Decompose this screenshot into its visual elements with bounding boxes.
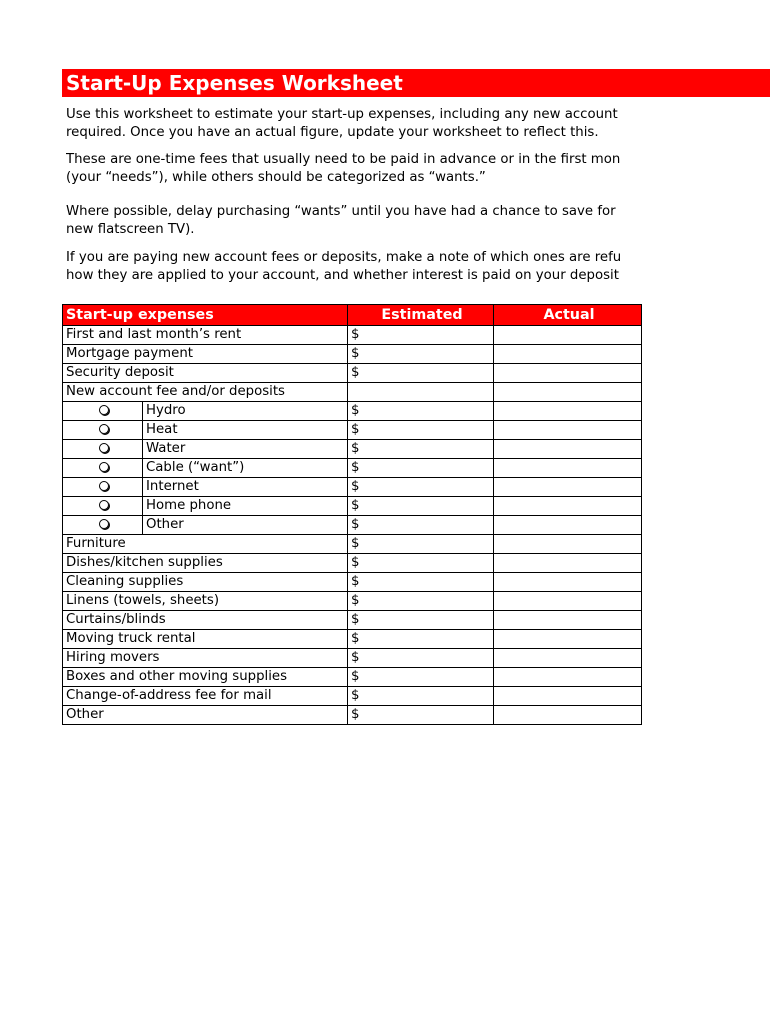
estimated-cell[interactable]: $ [348, 478, 494, 497]
table-row [63, 706, 642, 725]
row-label: Other [143, 516, 348, 535]
header-actual: Actual [494, 305, 642, 326]
table-row [63, 478, 642, 497]
row-label: Furniture [63, 535, 348, 554]
table-row [63, 440, 642, 459]
actual-cell[interactable] [494, 402, 642, 421]
actual-cell[interactable] [494, 630, 642, 649]
row-label: Change-of-address fee for mail [63, 687, 348, 706]
row-label: Moving truck rental [63, 630, 348, 649]
actual-cell[interactable] [494, 554, 642, 573]
actual-cell[interactable] [494, 687, 642, 706]
estimated-cell[interactable]: $ [348, 630, 494, 649]
estimated-cell[interactable]: $ [348, 668, 494, 687]
actual-cell[interactable] [494, 478, 642, 497]
row-label: Hiring movers [63, 649, 348, 668]
paragraph-line: If you are paying new account fees or deposits, make a note of which ones are refu [66, 250, 622, 265]
circle-bullet-icon [99, 443, 109, 453]
table-row [63, 554, 642, 573]
estimated-cell[interactable] [348, 383, 494, 402]
bullet-cell [63, 421, 143, 440]
row-label: Curtains/blinds [63, 611, 348, 630]
actual-cell[interactable] [494, 326, 642, 345]
paragraph-line: Where possible, delay purchasing “wants” until you have had a chance to save for [66, 204, 616, 219]
row-label: New account fee and/or deposits [63, 383, 348, 402]
wants-paragraph [66, 203, 641, 238]
circle-bullet-icon [99, 424, 109, 434]
estimated-cell[interactable]: $ [348, 706, 494, 725]
estimated-cell[interactable]: $ [348, 592, 494, 611]
table-row [63, 497, 642, 516]
table-row [63, 459, 642, 478]
header-start-up-expenses: Start-up expenses [63, 305, 348, 326]
table-row [63, 649, 642, 668]
actual-cell[interactable] [494, 440, 642, 459]
bullet-cell [63, 440, 143, 459]
paragraph-line: how they are applied to your account, and whether interest is paid on your deposit [66, 267, 619, 283]
paragraph-line: Use this worksheet to estimate your start-up expenses, including any new account [66, 107, 618, 122]
row-label: Home phone [143, 497, 348, 516]
actual-cell[interactable] [494, 592, 642, 611]
actual-cell[interactable] [494, 383, 642, 402]
row-label: Hydro [143, 402, 348, 421]
row-label: Cable (“want”) [143, 459, 348, 478]
estimated-cell[interactable]: $ [348, 649, 494, 668]
row-label: Cleaning supplies [63, 573, 348, 592]
circle-bullet-icon [99, 519, 109, 529]
row-label: Heat [143, 421, 348, 440]
paragraph-line: required. Once you have an actual figure, update your worksheet to reflect this. [66, 124, 599, 140]
table-row [63, 573, 642, 592]
bullet-cell [63, 459, 143, 478]
bullet-cell [63, 402, 143, 421]
bullet-cell [63, 516, 143, 535]
estimated-cell[interactable]: $ [348, 326, 494, 345]
table-row [63, 668, 642, 687]
paragraph-line: new flatscreen TV). [66, 221, 195, 237]
table-row [63, 345, 642, 364]
actual-cell[interactable] [494, 516, 642, 535]
table-row [63, 383, 642, 402]
actual-cell[interactable] [494, 611, 642, 630]
table-row [63, 535, 642, 554]
paragraph-line: (your “needs”), while others should be categorized as “wants.” [66, 169, 486, 185]
row-label: Boxes and other moving supplies [63, 668, 348, 687]
table-row [63, 687, 642, 706]
estimated-cell[interactable]: $ [348, 535, 494, 554]
actual-cell[interactable] [494, 459, 642, 478]
circle-bullet-icon [99, 462, 109, 472]
row-label: First and last month’s rent [63, 326, 348, 345]
deposits-paragraph [66, 249, 641, 284]
row-label: Internet [143, 478, 348, 497]
table-row [63, 630, 642, 649]
table-header-row [63, 305, 642, 326]
row-label: Other [63, 706, 348, 725]
fees-paragraph [66, 151, 641, 186]
estimated-cell[interactable]: $ [348, 611, 494, 630]
row-label: Security deposit [63, 364, 348, 383]
estimated-cell[interactable]: $ [348, 402, 494, 421]
estimated-cell[interactable]: $ [348, 345, 494, 364]
actual-cell[interactable] [494, 706, 642, 725]
table-row [63, 611, 642, 630]
row-label: Dishes/kitchen supplies [63, 554, 348, 573]
estimated-cell[interactable]: $ [348, 497, 494, 516]
table-body [63, 326, 642, 725]
estimated-cell[interactable]: $ [348, 459, 494, 478]
table-row [63, 592, 642, 611]
header-estimated: Estimated [348, 305, 494, 326]
estimated-cell[interactable]: $ [348, 440, 494, 459]
table-row [63, 421, 642, 440]
estimated-cell[interactable]: $ [348, 516, 494, 535]
row-label: Linens (towels, sheets) [63, 592, 348, 611]
actual-cell[interactable] [494, 497, 642, 516]
table-row [63, 326, 642, 345]
estimated-cell[interactable]: $ [348, 364, 494, 383]
estimated-cell[interactable]: $ [348, 421, 494, 440]
actual-cell[interactable] [494, 649, 642, 668]
row-label: Mortgage payment [63, 345, 348, 364]
actual-cell[interactable] [494, 364, 642, 383]
circle-bullet-icon [99, 405, 109, 415]
circle-bullet-icon [99, 481, 109, 491]
actual-cell[interactable] [494, 535, 642, 554]
table-row [63, 516, 642, 535]
estimated-cell[interactable]: $ [348, 554, 494, 573]
circle-bullet-icon [99, 500, 109, 510]
actual-cell[interactable] [494, 668, 642, 687]
actual-cell[interactable] [494, 421, 642, 440]
bullet-cell [63, 497, 143, 516]
table-row [63, 402, 642, 421]
row-label: Water [143, 440, 348, 459]
actual-cell[interactable] [494, 573, 642, 592]
estimated-cell[interactable]: $ [348, 573, 494, 592]
intro-paragraph [66, 106, 641, 141]
expenses-table [62, 304, 642, 725]
bullet-cell [63, 478, 143, 497]
actual-cell[interactable] [494, 345, 642, 364]
table-row [63, 364, 642, 383]
estimated-cell[interactable]: $ [348, 687, 494, 706]
page-title: Start-Up Expenses Worksheet [62, 69, 770, 97]
paragraph-line: These are one-time fees that usually need to be paid in advance or in the first mon [66, 152, 621, 167]
